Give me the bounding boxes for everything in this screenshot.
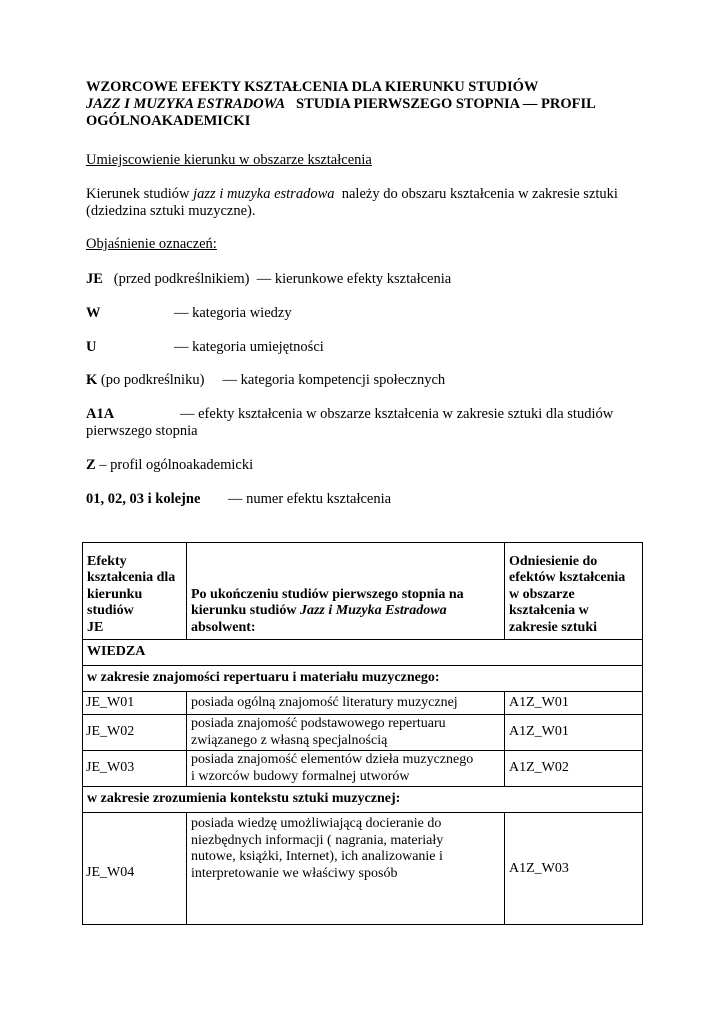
outcome-description: posiada znajomość podstawowego repertuaru związanego z własną specjalnością bbox=[187, 715, 505, 751]
legend-z bbox=[86, 457, 253, 474]
legend-je-desc: (przed podkreślnikiem) — kierunkowe efekty kształcenia bbox=[102, 271, 452, 287]
title-line-3: OGÓLNOAKADEMICKI bbox=[86, 113, 251, 129]
legend-w-desc: — kategoria wiedzy bbox=[174, 305, 292, 321]
table-header-row bbox=[83, 543, 643, 640]
table-row bbox=[83, 715, 643, 751]
legend-a1a-key: A1A bbox=[86, 406, 115, 422]
placement-heading: Umiejscowienie kierunku w obszarze kształcenia bbox=[86, 152, 372, 168]
outcome-code: JE_W03 bbox=[83, 751, 187, 787]
table-row bbox=[83, 813, 643, 925]
legend-w-key: W bbox=[86, 305, 101, 321]
placement-text-before: Kierunek studiów bbox=[86, 186, 194, 202]
title-program-name: JAZZ I MUZYKA ESTRADOWA bbox=[86, 96, 286, 112]
table-row bbox=[83, 751, 643, 787]
header-program-name: Jazz i Muzyka Estradowa bbox=[299, 603, 447, 618]
legend-z-key: Z bbox=[86, 457, 96, 473]
placement-program-name: jazz i muzyka estradowa bbox=[193, 186, 335, 202]
placement-text-line-2: (dziedzina sztuki muzyczne). bbox=[86, 203, 256, 219]
area-reference: A1Z_W03 bbox=[505, 813, 643, 925]
outcome-description: posiada ogólną znajomość literatury muzycznej bbox=[187, 692, 505, 715]
title-line-2 bbox=[86, 96, 646, 113]
subsection-row-repertuar bbox=[83, 666, 643, 692]
legend-k-desc: (po podkreślniku) — kategoria kompetencji społecznych bbox=[97, 372, 446, 388]
area-reference: A1Z_W01 bbox=[505, 692, 643, 715]
title-line-2-rest: STUDIA PIERWSZEGO STOPNIA — PROFIL bbox=[285, 96, 596, 112]
table-row bbox=[83, 692, 643, 715]
legend-je bbox=[86, 271, 451, 288]
legend-je-key: JE bbox=[86, 271, 103, 287]
header-outcome-code: Efekty kształcenia dla kierunku studiów JE bbox=[83, 543, 187, 640]
outcome-code: JE_W04 bbox=[83, 813, 187, 925]
learning-outcomes-table bbox=[82, 542, 643, 925]
title-line-1: WZORCOWE EFEKTY KSZTAŁCENIA DLA KIERUNKU STUDIÓW bbox=[86, 79, 539, 95]
document-title bbox=[86, 79, 646, 130]
legend-z-desc: – profil ogólnoakademicki bbox=[95, 457, 254, 473]
area-reference: A1Z_W02 bbox=[505, 751, 643, 787]
section-wiedza: WIEDZA bbox=[83, 640, 643, 666]
legend-heading: Objaśnienie oznaczeń: bbox=[86, 236, 217, 252]
legend-k bbox=[86, 372, 445, 389]
placement-paragraph bbox=[86, 186, 646, 220]
outcome-code: JE_W01 bbox=[83, 692, 187, 715]
legend-numbering-key: 01, 02, 03 i kolejne bbox=[86, 491, 201, 507]
legend-a1a-desc: — efekty kształcenia w obszarze kształcenia w zakresie sztuki dla studiów bbox=[180, 406, 614, 422]
placement-text-after: należy do obszaru kształcenia w zakresie sztuki bbox=[334, 186, 618, 202]
legend-numbering-desc: — numer efektu kształcenia bbox=[228, 491, 392, 507]
subsection-repertuar: w zakresie znajomości repertuaru i materiału muzycznego: bbox=[83, 666, 643, 692]
outcome-description: posiada znajomość elementów dzieła muzycznego i wzorców budowy formalnej utworów bbox=[187, 751, 505, 787]
legend-a1a-line-2: pierwszego stopnia bbox=[86, 423, 198, 439]
outcome-code: JE_W02 bbox=[83, 715, 187, 751]
header-area-reference: Odniesienie do efektów kształcenia w obszarze kształcenia w zakresie sztuki bbox=[505, 543, 643, 640]
legend-u-desc: — kategoria umiejętności bbox=[174, 339, 324, 355]
subsection-row-kontekst bbox=[83, 787, 643, 813]
subsection-kontekst: w zakresie zrozumienia kontekstu sztuki muzycznej: bbox=[83, 787, 643, 813]
header-outcome-description: Po ukończeniu studiów pierwszego stopnia na kierunku studiów Jazz i Muzyka Estradowa absolwent: bbox=[187, 543, 505, 640]
legend-u-key: U bbox=[86, 339, 97, 355]
area-reference: A1Z_W01 bbox=[505, 715, 643, 751]
outcome-description: posiada wiedzę umożliwiającą docieranie do niezbędnych informacji ( nagrania, materiały nutowe, książki, Internet), ich analizowanie i interpretowanie we właściwy sposób bbox=[187, 813, 505, 925]
section-row-wiedza bbox=[83, 640, 643, 666]
legend-k-key: K bbox=[86, 372, 98, 388]
